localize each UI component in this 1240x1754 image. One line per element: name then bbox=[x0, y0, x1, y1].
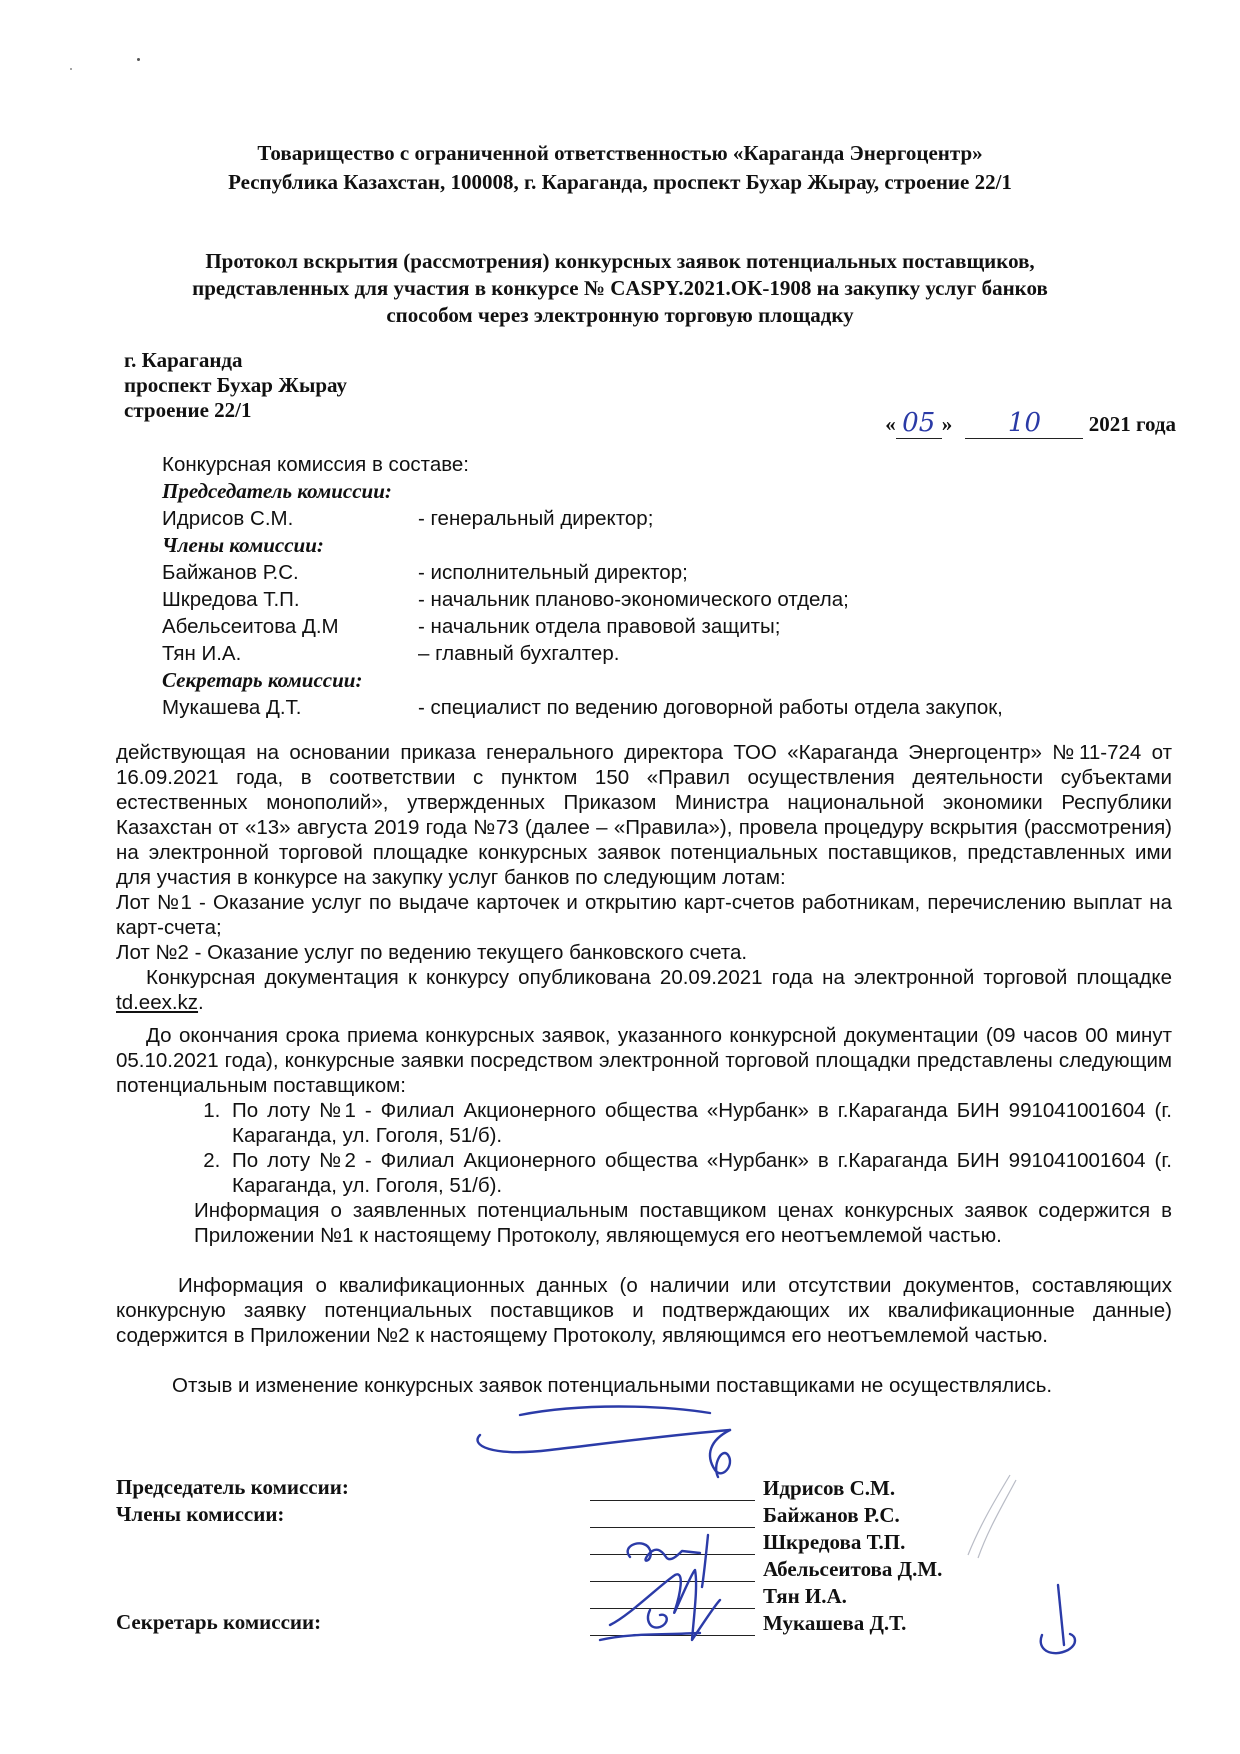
date-open-quote: « bbox=[885, 412, 896, 436]
scan-speck bbox=[70, 68, 72, 70]
secretary-role: - специалист по ведению договорной работы отдела закупок, bbox=[418, 696, 1003, 719]
supplier-list bbox=[116, 1098, 1172, 1198]
member-role: – главный бухгалтер. bbox=[418, 642, 620, 665]
members-label: Члены комиссии: bbox=[162, 533, 324, 557]
sig-members-label: Члены комиссии: bbox=[116, 1502, 285, 1526]
scan-speck bbox=[137, 58, 140, 61]
commission-row bbox=[162, 505, 1003, 532]
place-street: проспект Бухар Жырау bbox=[124, 373, 347, 397]
commission-list bbox=[162, 451, 1003, 721]
org-name-line: Товарищество с ограниченной ответственностью «Караганда Энергоцентр» bbox=[257, 141, 983, 165]
org-address-line: Республика Казахстан, 100008, г. Караганда, проспект Бухар Жырау, строение 22/1 bbox=[228, 170, 1012, 194]
sig-secretary-label: Секретарь комиссии: bbox=[116, 1610, 322, 1634]
lot-1: Лот №1 - Оказание услуг по выдаче карточек и открытию карт-счетов работникам, перечислению выплат на карт-счета; bbox=[116, 891, 1172, 939]
handwritten-signatures bbox=[590, 1515, 760, 1660]
place-block bbox=[124, 348, 347, 423]
date-month-handwritten: 10 bbox=[965, 408, 1083, 439]
platform-link[interactable]: td.eex.kz bbox=[116, 991, 199, 1014]
protocol-date bbox=[885, 408, 1176, 439]
protocol-title-line: представленных для участия в конкурсе № CASPY.2021.ОК-1908 на закупку услуг банков bbox=[192, 276, 1048, 300]
chair-role: - генеральный директор; bbox=[418, 507, 654, 530]
pen-scribble bbox=[460, 1395, 780, 1485]
member-name: Абельсеитова Д.М bbox=[162, 615, 339, 638]
member-role: - начальник отдела правовой защиты; bbox=[418, 615, 781, 638]
commission-row bbox=[162, 694, 1003, 721]
date-year: 2021 года bbox=[1088, 412, 1176, 436]
commission-row bbox=[162, 586, 1003, 613]
publication-text: Конкурсная документация к конкурсу опубликована 20.09.2021 года на электронной торговой площадке bbox=[146, 966, 1172, 989]
body-paragraph: До окончания срока приема конкурсных заявок, указанного конкурсной документации (09 часов 00 минут 05.10.2021 года), конкурсные заявки посредством электронной торговой площадки представлены следующим потенциальным поставщиком: bbox=[116, 1024, 1172, 1097]
signatory-name: Шкредова Т.П. bbox=[763, 1530, 906, 1554]
date-day-handwritten: 05 bbox=[896, 408, 942, 439]
member-role: - начальник планово-экономического отдела; bbox=[418, 588, 849, 611]
protocol-title-line: способом через электронную торговую площадку bbox=[386, 303, 854, 327]
lot-2: Лот №2 - Оказание услуг по ведению текущего банковского счета. bbox=[116, 941, 748, 964]
member-name: Тян И.А. bbox=[162, 642, 242, 665]
signatory-name: Абельсеитова Д.М. bbox=[763, 1557, 943, 1581]
place-building: строение 22/1 bbox=[124, 398, 252, 422]
protocol-title-line: Протокол вскрытия (рассмотрения) конкурсных заявок потенциальных поставщиков, bbox=[205, 249, 1035, 273]
body-paragraph: Конкурсная документация к конкурсу опубликована 20.09.2021 года на электронной торговой площадке td.eex.kz. bbox=[116, 966, 1172, 1014]
protocol-body bbox=[116, 740, 1172, 1398]
body-paragraph: действующая на основании приказа генерального директора ТОО «Караганда Энергоцентр» №11-724 от 16.09.2021 года, в соответствии с пунктом 150 «Правил осуществления деятельности субъектами естественных монополий», утвержденных Приказом Министра национальной экономики Республики Казахстан от «13» августа 2019 года №73 (далее – «Правила»), провела процедуру вскрытия (рассмотрения) на электронной торговой площадке конкурсных заявок потенциальных поставщиков, представленных ими для участия в конкурсе на закупку услуг банков по следующим лотам: bbox=[116, 741, 1172, 889]
faint-pencil-mark bbox=[960, 1470, 1020, 1560]
sig-chair-label: Председатель комиссии: bbox=[116, 1475, 349, 1499]
secretary-label: Секретарь комиссии: bbox=[162, 668, 363, 692]
protocol-title bbox=[150, 248, 1090, 329]
signatory-name: Мукашева Д.Т. bbox=[763, 1611, 907, 1635]
member-name: Шкредова Т.П. bbox=[162, 588, 300, 611]
commission-row bbox=[162, 559, 1003, 586]
commission-row bbox=[162, 640, 1003, 667]
signatory-name: Байжанов Р.С. bbox=[763, 1503, 900, 1527]
signatory-name: Тян И.А. bbox=[763, 1584, 847, 1608]
signatory-name: Идрисов С.М. bbox=[763, 1476, 896, 1500]
list-item: 1. По лоту №1 - Филиал Акционерного общества «Нурбанк» в г.Караганда БИН 991041001604 (г. Караганда, ул. Гоголя, 51/б). bbox=[226, 1098, 1172, 1148]
body-paragraph: Информация о заявленных потенциальным поставщиком ценах конкурсных заявок содержится в Приложении №1 к настоящему Протоколу, являющемуся его неотъемлемой частью. bbox=[194, 1199, 1172, 1247]
body-paragraph: Отзыв и изменение конкурсных заявок потенциальными поставщиками не осуществлялись. bbox=[172, 1374, 1053, 1397]
list-item: 2. По лоту №2 - Филиал Акционерного общества «Нурбанк» в г.Караганда БИН 991041001604 (г. Караганда, ул. Гоголя, 51/б). bbox=[226, 1148, 1172, 1198]
date-close-quote: » bbox=[941, 412, 953, 436]
chair-label: Председатель комиссии: bbox=[162, 479, 392, 503]
chair-name: Идрисов С.М. bbox=[162, 507, 294, 530]
place-city: г. Караганда bbox=[124, 348, 243, 372]
signature-line bbox=[590, 1480, 755, 1501]
commission-intro: Конкурсная комиссия в составе: bbox=[162, 453, 469, 476]
member-name: Байжанов Р.С. bbox=[162, 561, 299, 584]
signature-row bbox=[590, 1476, 990, 1503]
member-role: - исполнительный директор; bbox=[418, 561, 688, 584]
initial-mark bbox=[1030, 1580, 1100, 1660]
commission-row bbox=[162, 613, 1003, 640]
secretary-name: Мукашева Д.Т. bbox=[162, 696, 302, 719]
body-paragraph: Информация о квалификационных данных (о наличии или отсутствии документов, составляющих конкурсную заявку потенциальных поставщиков и подтверждающих их квалификационные данные) содержится в Приложении №2 к настоящему Протоколу, являющимся его неотъемлемой частью. bbox=[116, 1274, 1172, 1347]
